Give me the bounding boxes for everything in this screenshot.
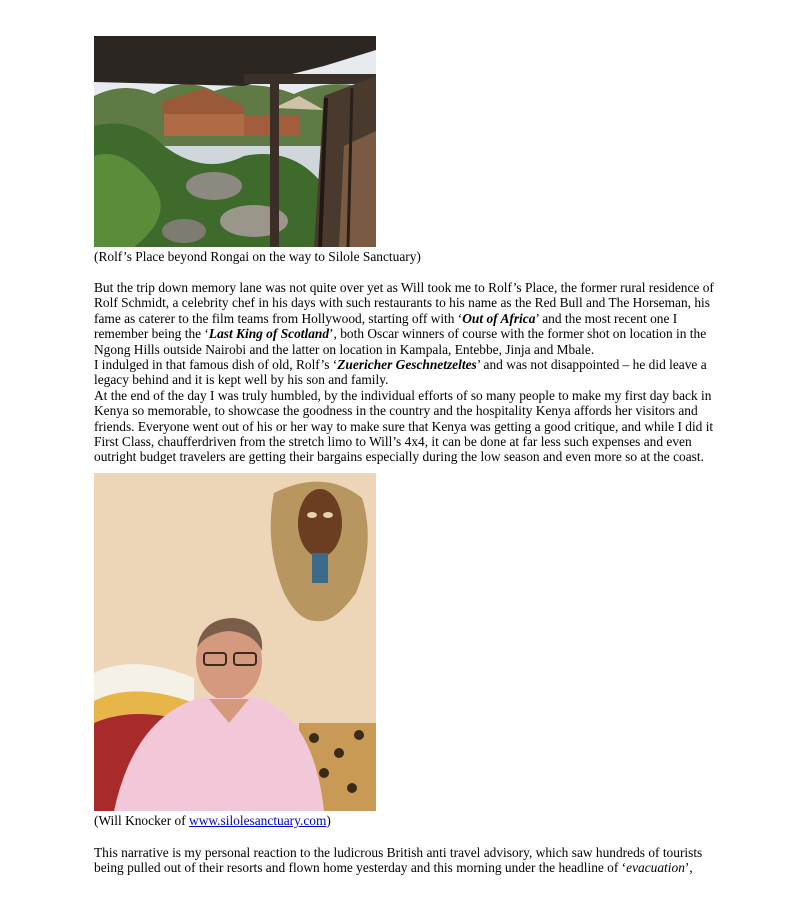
dish-name: Zuericher Geschnetzeltes (337, 357, 477, 373)
text-line: This narrative is my personal reaction to the ludicrous British anti travel advisory, which saw hundreds of tourists (94, 845, 703, 860)
website-link[interactable]: www.silolesanctuary.com (189, 813, 327, 828)
text-run: ’, both Oscar winners of course with the former shot on location in the (329, 326, 707, 342)
will-knocker-photo (94, 473, 376, 811)
paragraph (94, 388, 714, 465)
paragraph (94, 280, 714, 357)
closing-paragraph (94, 845, 714, 876)
caption-text: (Will Knocker of (94, 813, 190, 828)
photo-caption: (Rolf’s Place beyond Rongai on the way to Silole Sanctuary) (94, 249, 421, 264)
text-run: ’ and the most recent one I (535, 310, 678, 326)
text-run: I indulged in that famous dish of old, Rolf’s ‘ (94, 357, 338, 373)
photo-caption (94, 813, 331, 828)
text-run: remember being the ‘ (94, 326, 209, 342)
paragraph (94, 357, 714, 388)
text-run: being pulled out of their resorts and flown home yesterday and this morning under the headline of ‘ (94, 860, 627, 876)
rolfs-place-photo (94, 36, 376, 247)
text-line: Ngong Hills outside Nairobi and the latter on location in Kampala, Entebbe, Jinja and Mbale. (94, 341, 595, 357)
text-line (94, 311, 714, 326)
text-run: ’ and was not disappointed – he did leave a (476, 357, 707, 373)
text-line (94, 326, 714, 341)
text-line: Kenya so memorable, to showcase the goodness in the country and the hospitality Kenya affords her visitors and (94, 403, 698, 419)
article-body (94, 280, 714, 465)
text-line: At the end of the day I was truly humbled, by the individual efforts of so many people to make my first day back in (94, 387, 712, 403)
text-line (94, 357, 714, 372)
text-line (94, 860, 714, 875)
film-title: Out of Africa (462, 310, 536, 326)
film-title: Last King of Scotland (208, 326, 330, 342)
text-line: outright budget travelers are getting their bargains especially during the low season and even more so at the coast. (94, 449, 704, 465)
text-line: Rolf Schmidt, a celebrity chef in his days with such restaurants to his name as the Red Bull and The Horseman, his (94, 295, 710, 311)
text-line: First Class, chaufferdriven from the stretch limo to Will’s 4x4, it can be done at far less such expenses and even (94, 434, 692, 450)
text-line: friends. Everyone went out of his or her way to make sure that Kenya was getting a good critique, and while I did it (94, 418, 714, 434)
text-run: ’, (684, 860, 693, 876)
caption-text: ) (326, 813, 331, 828)
text-line: But the trip down memory lane was not quite over yet as Will took me to Rolf’s Place, the former rural residence of (94, 280, 714, 295)
emphasis-word: evacuation (626, 860, 685, 876)
text-line: legacy behind and it is kept well by his son and family. (94, 372, 389, 388)
text-run: fame as caterer to the film teams from Hollywood, starting off with ‘ (94, 310, 463, 326)
